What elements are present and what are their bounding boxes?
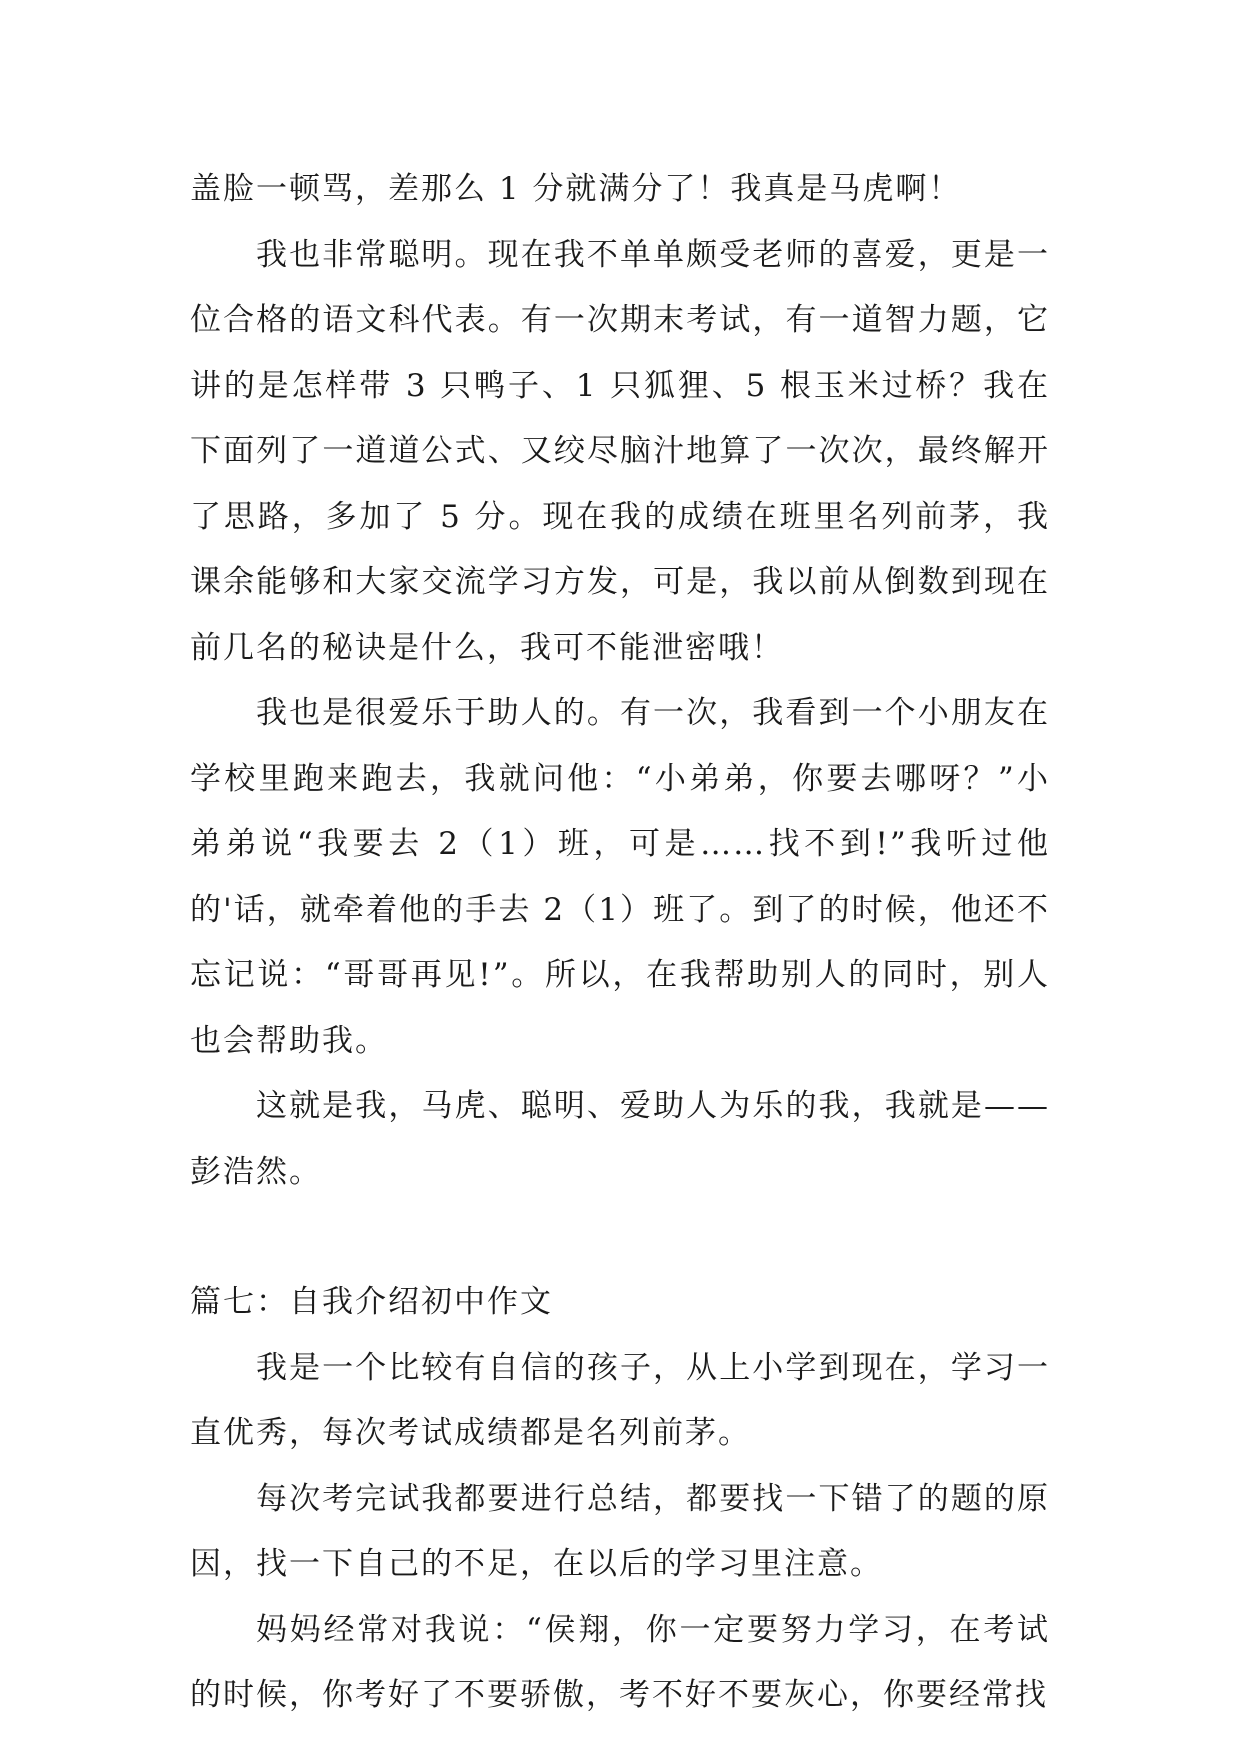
paragraph-2: 我也非常聪明。现在我不单单颇受老师的喜爱，更是一位合格的语文科代表。有一次期末考试，有一道智力题，它讲的是怎样带 3 只鸭子、1 只狐狸、5 根玉米过桥？我在下面列了一道道公式、又绞尽脑汁地算了一次次，最终解开了思路，多加了 5 分。现在我的成绩在班里名列前茅，我课余能够和大家交流学习方发，可是，我以前从倒数到现在前几名的秘诀是什么，我可不能泄密哦！ [190,236,1050,666]
section-paragraph-1: 我是一个比较有自信的孩子，从上小学到现在，学习一直优秀，每次考试成绩都是名列前茅。 [190,1349,1050,1451]
paragraph-1: 盖脸一顿骂，差那么 1 分就满分了！我真是马虎啊！ [190,171,962,207]
section-paragraph-2: 每次考完试我都要进行总结，都要找一下错了的题的原因，找一下自己的不足，在以后的学习里注意。 [190,1480,1050,1582]
paragraph-3: 我也是很爱乐于助人的。有一次，我看到一个小朋友在学校里跑来跑去，我就问他：“小弟弟，你要去哪呀？”小弟弟说“我要去 2（1）班，可是……找不到!”我听过他的'话，就牵着他的手去 2（1）班了。到了的时候，他还不忘记说：“哥哥再见!”。所以，在我帮助别人的同时，别人也会帮助我。 [190,695,1050,1059]
paragraph-4: 这就是我，马虎、聪明、爱助人为乐的我，我就是——彭浩然。 [190,1088,1050,1190]
section-title: 篇七：自我介绍初中作文 [190,1284,553,1320]
section-paragraph-3: 妈妈经常对我说：“侯翔，你一定要努力学习，在考试的时候，你考好了不要骄傲，考不好不要灰心，你要经常找 [190,1611,1050,1713]
document-body [190,157,1050,1729]
